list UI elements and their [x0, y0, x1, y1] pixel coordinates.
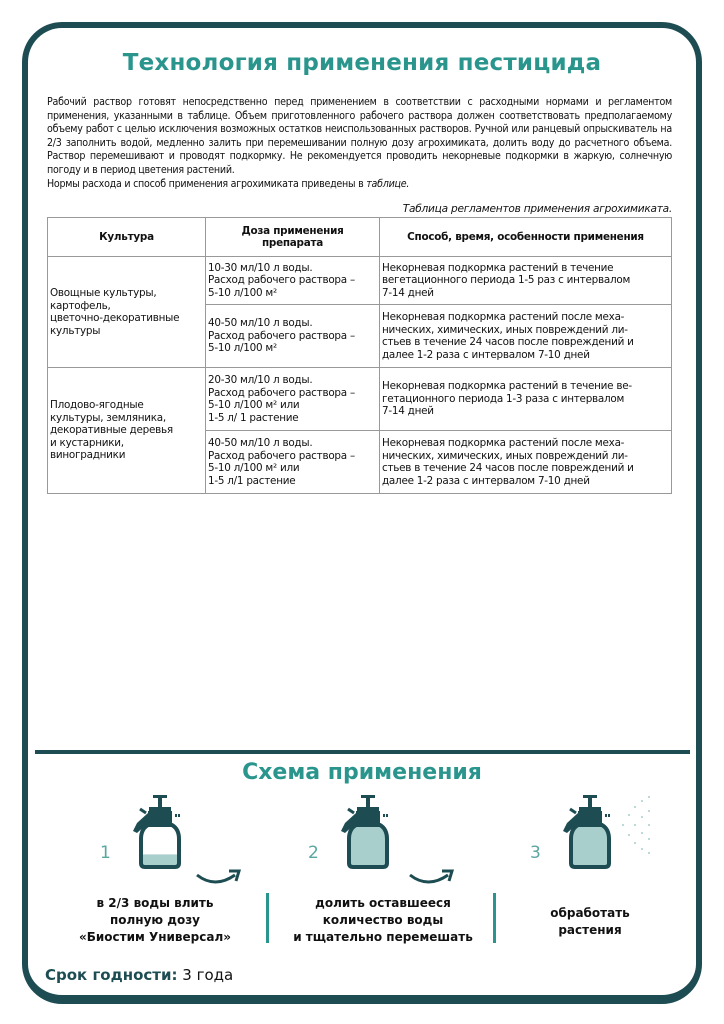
sprayer-icon	[115, 795, 205, 870]
header-method: Способ, время, особенности применения	[380, 218, 672, 257]
step-text: обработать растения	[550, 906, 630, 937]
spray-mist-icon	[615, 795, 655, 855]
header-culture: Культура	[48, 218, 206, 257]
dose-cell: 20-30 мл/10 л воды. Расход рабочего раствора – 5-10 л/100 м² или 1-5 л/ 1 растение	[206, 368, 380, 431]
intro-text	[47, 96, 672, 191]
section-divider	[35, 750, 690, 754]
table-caption: Таблица регламентов применения агрохимиката.	[402, 203, 672, 215]
step-separator	[266, 893, 269, 943]
shelf-life-label: Срок годности:	[45, 966, 178, 984]
method-cell: Некорневая подкормка растений в течение ве- гетационного периода 1-3 раза с интервалом 7-14 дней	[380, 368, 672, 431]
arrow-icon	[193, 865, 243, 890]
step-text: долить оставшееся количество воды и тщательно перемешать	[293, 896, 473, 944]
norms-text: Нормы расхода и способ применения агрохимиката приведены в	[47, 177, 367, 190]
step-number: 2	[308, 843, 319, 863]
method-cell: Некорневая подкормка растений после меха- нических, химических, иных повреждений ли- стьев в течение 24 часов после повреждений и далее 1-2 раза с интервалом 7-10 дней	[380, 431, 672, 494]
table-row	[48, 368, 672, 431]
shelf-life-value: 3 года	[182, 966, 234, 984]
step-number: 1	[100, 843, 111, 863]
step-number: 3	[530, 843, 541, 863]
scheme-step-2	[283, 795, 483, 955]
scheme-title: Схема применения	[242, 760, 482, 785]
dose-cell: 10-30 мл/10 л воды. Расход рабочего раствора – 5-10 л/100 м²	[206, 257, 380, 305]
dose-cell: 40-50 мл/10 л воды. Расход рабочего раствора – 5-10 л/100 м² или 1-5 л/1 растение	[206, 431, 380, 494]
norms-link: таблице.	[366, 177, 410, 190]
header-dose: Доза применения препарата	[206, 218, 380, 257]
sprayer-icon	[323, 795, 413, 870]
culture-cell: Плодово-ягодные культуры, земляника, декоративные деревья и кустарники, виноградники	[48, 368, 206, 494]
scheme-step-1	[55, 795, 255, 955]
method-cell: Некорневая подкормка растений в течение вегетационного периода 1-5 раз с интервалом 7-14 дней	[380, 257, 672, 305]
intro-paragraph: Рабочий раствор готовят непосредственно перед применением в соответствии с расходными нормами и регламентом применения, указанными в таблице. Объем приготовленного рабочего раствора должен соответствовать предполагаемому объему работ с целью исключения возможных остатков неиспользованных растворов. Ручной или ранцевый опрыскиватель на 2/3 заполнить водой, медленно залить при перемешивании полную дозу агрохимиката, долить воду до расчетного объема. Раствор перемешивают и проводят подкормку. Не рекомендуется проводить некорневые подкормки в жаркую, солнечную погоду и в период цветения растений.	[47, 96, 672, 176]
scheme-step-3	[490, 795, 690, 955]
shelf-life	[45, 966, 233, 984]
method-cell: Некорневая подкормка растений после меха- нических, химических, иных повреждений ли- стьев в течение 24 часов после повреждений и далее 1-2 раза с интервалом 7-10 дней	[380, 305, 672, 368]
table-header-row	[48, 218, 672, 257]
regulations-table	[47, 217, 672, 494]
page-title: Технология применения пестицида	[122, 50, 602, 76]
culture-cell: Овощные культуры, картофель, цветочно-декоративные культуры	[48, 257, 206, 368]
table-row	[48, 257, 672, 305]
dose-cell: 40-50 мл/10 л воды. Расход рабочего раствора – 5-10 л/100 м²	[206, 305, 380, 368]
step-text: в 2/3 воды влить полную дозу «Биостим Универсал»	[78, 896, 232, 944]
arrow-icon	[406, 865, 456, 890]
